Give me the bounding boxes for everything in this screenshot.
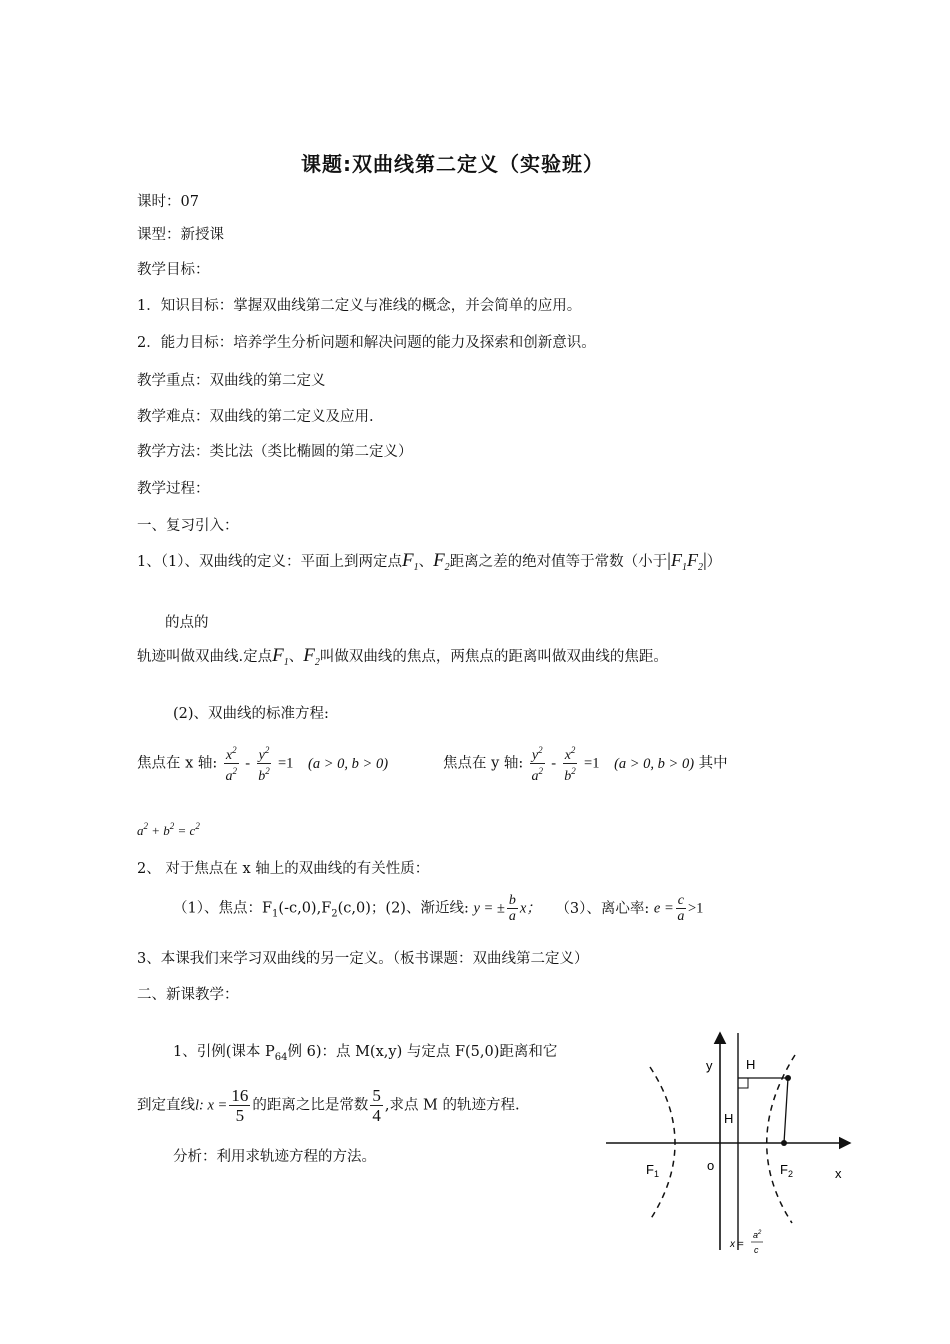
fraction-x2-a2: $\frac{x^2}{a^2}$ (225, 745, 237, 784)
right-angle-mark (738, 1078, 748, 1088)
equation-y-axis (443, 743, 728, 784)
teaching-method: 教学方法：类比法（类比椭圆的第二定义） (137, 444, 413, 460)
eccentricity-label: （3）、离心率: (555, 900, 650, 917)
definition-line1 (137, 550, 721, 573)
definition-end: ） (706, 554, 722, 570)
difficulty: 教学难点：双曲线的第二定义及应用. (137, 409, 374, 425)
fraction-y2-a2: $\frac{y^2}{a^2}$ (531, 745, 544, 784)
asymptote-label: (c,0)；(2)、渐近线: (337, 900, 469, 917)
definition-line2-start: 轨迹叫做双曲线.定点 (137, 649, 273, 665)
board-title-line: 3、本课我们来学习双曲线的另一定义。（板书课题：双曲线第二定义） (137, 951, 589, 967)
properties-heading: 2、 对于焦点在 x 轴上的双曲线的有关性质： (137, 861, 430, 877)
foci-sub1: 1 (272, 908, 279, 920)
example-question: ,求点 M 的轨迹方程. (384, 1097, 520, 1114)
abc-relation: $a^2 + b^2 = c^2$ (137, 821, 200, 838)
definition-line2 (137, 645, 668, 668)
directrix-prefix: 到定直线 (137, 1097, 195, 1114)
equals-one-b: =1 (584, 755, 600, 772)
label-o: o (707, 1158, 715, 1173)
focus-f1: $F_1$ (401, 550, 419, 573)
label-h-top: H (746, 1057, 756, 1072)
x-axis-label: 焦点在 x 轴: (137, 755, 218, 772)
lesson-type: 课型：新授课 (137, 227, 224, 243)
label-y: y (706, 1058, 713, 1073)
minus-sign-b: - (551, 755, 557, 772)
ratio-text: 的距离之比是常数 (252, 1097, 369, 1114)
definition-continued: 的点的 (165, 615, 209, 631)
directrix-num: $a^2$ (753, 1230, 762, 1240)
label-h-mid: H (724, 1111, 734, 1126)
key-point: 教学重点：双曲线的第二定义 (137, 373, 326, 389)
example-line2 (137, 1086, 520, 1125)
focal-segment (784, 1078, 788, 1143)
example-start: 1、引例(课本 P (173, 1044, 275, 1060)
directrix-den: c (754, 1245, 759, 1255)
focus-f2-b: $F_2$ (303, 645, 320, 668)
fraction-5-4: $\frac{5}{4}$ (372, 1086, 381, 1125)
line-l: l (195, 1097, 200, 1114)
label-f2: $F_2$ (780, 1162, 793, 1179)
foci-label: （1）、焦点：F (173, 900, 273, 917)
focus-f1-b: $F_1$ (272, 645, 289, 668)
directrix-eq: : x = (199, 1097, 228, 1114)
asymptote-right: x； (519, 900, 541, 917)
minus-sign: - (245, 755, 251, 772)
equals-one: =1 (278, 755, 294, 772)
y-axis-label: 焦点在 y 轴: (443, 755, 524, 772)
abs-open: | (667, 550, 671, 571)
definition-line2-end: 叫做双曲线的焦点，两焦点的距离叫做双曲线的焦距。 (319, 649, 668, 665)
example-line1 (173, 1040, 557, 1063)
goals-label: 教学目标： (137, 262, 210, 278)
condition: (a > 0, b > 0) (308, 755, 389, 772)
fraction-c-a: $\frac{c}{a}$ (677, 893, 685, 924)
eccentricity-right: >1 (688, 900, 704, 917)
fraction-16-5: $\frac{16}{5}$ (231, 1086, 249, 1125)
eccentricity-left: e = (653, 900, 674, 917)
right-branch (767, 1055, 795, 1223)
fraction-y2-b2: $\frac{y^2}{b^2}$ (258, 745, 270, 784)
goal-knowledge: 1．知识目标：掌握双曲线第二定义与准线的概念，并会简单的应用。 (137, 298, 582, 314)
hyperbola-figure (600, 1025, 860, 1265)
standard-equation-heading: (2)、双曲线的标准方程: (173, 706, 329, 722)
foci-sub2: 2 (331, 908, 338, 920)
page-sub: 64 (274, 1052, 288, 1063)
label-f1: $F_1$ (646, 1162, 659, 1179)
directrix-label: x = (730, 1239, 744, 1250)
focus-f2: $F_2$ (433, 550, 450, 573)
analysis: 分析：利用求轨迹方程的方法。 (173, 1149, 376, 1165)
asymptote-left: y = ± (473, 900, 505, 917)
properties-line (173, 893, 703, 924)
point-m (785, 1075, 791, 1081)
separator: 、 (418, 554, 434, 570)
fraction-x2-b2: $\frac{x^2}{b^2}$ (564, 745, 576, 784)
teaching-process: 教学过程： (137, 481, 210, 497)
definition-mid: 距离之差的绝对值等于常数（小于 (449, 554, 668, 570)
separator-b: 、 (288, 649, 304, 665)
goal-ability: 2．能力目标：培养学生分析问题和解决问题的能力及探索和创新意识。 (137, 335, 596, 351)
condition-b: (a > 0, b > 0) (614, 755, 695, 772)
foci-mid: (-c,0),F (278, 900, 332, 917)
lesson-period: 课时：07 (137, 194, 199, 210)
section-review: 一、复习引入： (137, 518, 239, 534)
definition-start: 1、（1）、双曲线的定义：平面上到两定点 (137, 554, 402, 570)
page-title: 课题:双曲线第二定义（实验班） (301, 152, 604, 176)
equation-x-axis (137, 743, 388, 784)
focus-f2-point (781, 1140, 787, 1146)
f1f2-distance: $F_1F_2$ (670, 550, 703, 573)
qizhong: 其中 (698, 755, 728, 772)
example-end: 例 6)：点 M(x,y) 与定点 F(5,0)距离和它 (287, 1044, 558, 1060)
abs-close: | (702, 550, 707, 571)
section-new-lesson: 二、新课教学： (137, 987, 239, 1003)
fraction-b-a: $\frac{b}{a}$ (508, 893, 516, 924)
label-x: x (835, 1166, 842, 1181)
